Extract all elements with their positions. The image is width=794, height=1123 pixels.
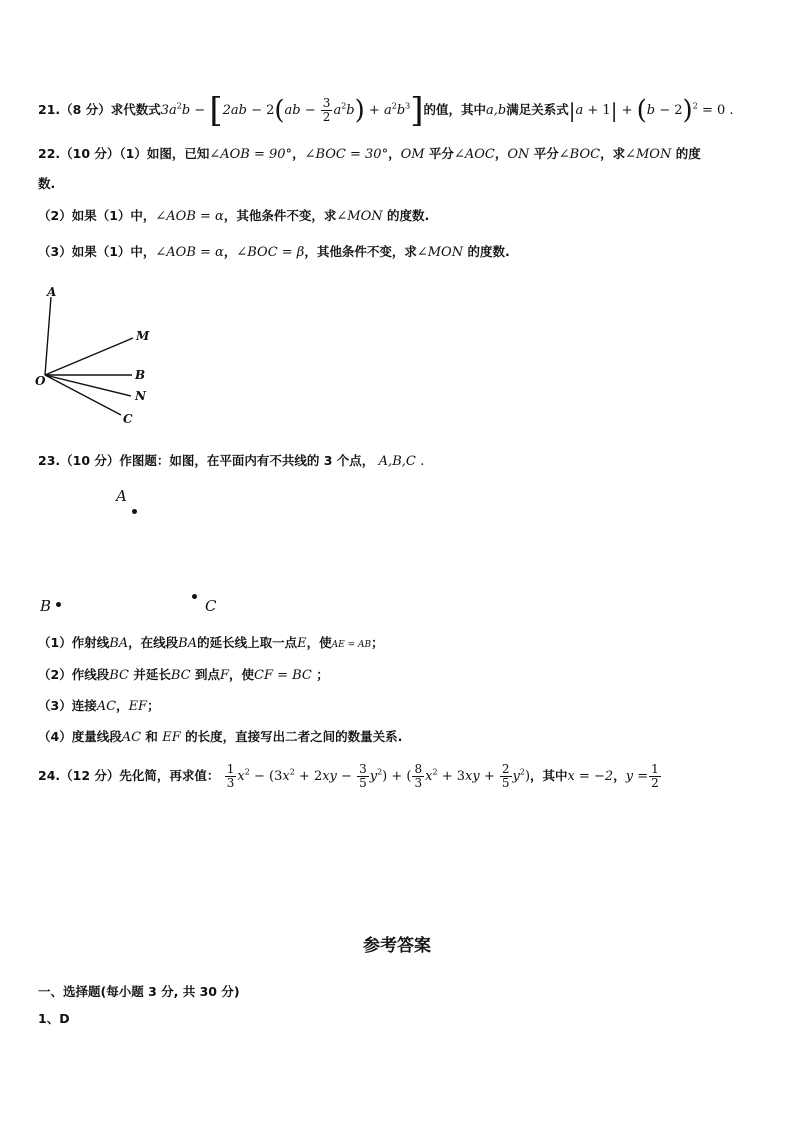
q23-step2 [38, 666, 329, 685]
q23-s1-end: ； [371, 635, 384, 650]
q23-s2-seg2: BC [170, 668, 191, 683]
label-o: O [35, 374, 46, 388]
q23-s3-a: AC [96, 699, 117, 714]
q22-bisect-2: 平分 [533, 146, 559, 161]
q23-period: . [420, 454, 425, 469]
q23-s3-head: （3）连接 [38, 698, 97, 713]
q23-score: （10 分）作图题：如图，在平面内有不共线的 3 个点， [60, 453, 375, 468]
q24-y: y = [625, 769, 649, 784]
q22-score: （10 分）（1）如图，已知 [60, 146, 210, 161]
label-a: A [47, 285, 57, 299]
q23-step3 [38, 697, 160, 716]
q22-boc: ∠BOC [558, 147, 601, 162]
q24-score: （12 分）先化简，再求值： [60, 768, 220, 783]
label-b: B [135, 368, 146, 382]
q22-part2 [38, 207, 429, 226]
q23-s2-mid: 并延长 [133, 667, 171, 682]
ray-om [45, 338, 133, 375]
q22-deg: 的度 [675, 146, 701, 161]
q21-cond: 满足关系式 [506, 102, 569, 117]
q23-s2-mid2: 到点 [194, 667, 220, 682]
q23-s1-ray: BA [109, 636, 129, 651]
q23-s4-and: 和 [145, 729, 158, 744]
q23-s2-f: F [219, 668, 229, 683]
q23-s3-end: ； [147, 698, 160, 713]
q23-number: 23. [38, 453, 61, 468]
q23-s1-head: （1）作射线 [38, 635, 110, 650]
answer-title: 参考答案 [363, 936, 431, 956]
q22-part3: （3）如果（1）中，∠AOB = α，∠BOC = β，其他条件不变，求∠MON 的度数. [38, 244, 510, 260]
q24-expression: $\frac{1}{3}$ $x^2 - (3x^2 + 2xy$ − $\frac{3}{5}$ $y^2$) + ( $\frac{8}{3}$ $x^2 + 3xy$ + $\frac{2}{5}$ $y^2$) [226, 762, 531, 790]
ray-oa [45, 297, 51, 375]
q21-end: = 0 . [701, 103, 734, 118]
angle-figure [35, 283, 205, 433]
q24-number: 24. [38, 768, 61, 783]
question-21 [38, 90, 734, 131]
answer-section: 一、选择题(每小题 3 分, 共 30 分) [38, 984, 240, 999]
q23-points: A,B,C [378, 454, 416, 469]
ray-oc [45, 375, 121, 415]
question-23 [38, 452, 424, 471]
q24-yval: $\frac{1}{2}$ [651, 762, 659, 790]
q21-expression: $3a^2b - [2ab - 2(ab$ − $\frac{3}{2}$ $a^2b) + a^2b^3$] [160, 90, 424, 131]
q22-p2-head: （2）如果（1）中， [38, 208, 156, 223]
q22-p2-tail: ，其他条件不变，求 [223, 208, 337, 223]
q24-where: ，其中 [530, 768, 568, 783]
q22-mon: ∠MON [625, 147, 672, 162]
q21-after: 的值，其中 [423, 102, 487, 117]
point-c-dot [192, 594, 197, 599]
q22-om: OM [400, 147, 425, 162]
q23-s2-end: ； [316, 667, 329, 682]
q22-p3-tail2: 的度数. [467, 244, 510, 259]
q23-s4-a: AC [121, 730, 142, 745]
q23-step1 [38, 634, 384, 654]
q23-s1-eq: AE = AB [331, 640, 372, 650]
q23-s1-e: E [297, 636, 307, 651]
q22-cond1: ∠AOB = 90° [209, 147, 293, 162]
q22-p2-cond: ∠AOB = α [155, 209, 224, 224]
label-m: M [136, 329, 150, 343]
q23-step4 [38, 728, 402, 747]
point-a-label: A [116, 487, 127, 505]
q22-aoc: ∠AOC [453, 147, 495, 162]
q22-p3-cond2: ∠BOC = β [236, 245, 305, 260]
q22-p2-tail2: 的度数. [386, 208, 430, 223]
q22-cond2: ∠BOC = 30° [304, 147, 389, 162]
q22-ask: ，求 [600, 146, 626, 161]
point-a-dot [132, 509, 137, 514]
point-c-label: C [205, 597, 217, 615]
q21-condition-expression: $|a + 1| + (b - 2)^2$ [568, 95, 698, 126]
q23-s4-b: EF [162, 730, 181, 745]
q22-number: 22. [38, 146, 61, 161]
q23-s1-mid3: ，使 [306, 635, 332, 650]
q22-p3-cond1: ∠AOB = α [155, 245, 224, 260]
q24-sep: ， [613, 768, 626, 783]
question-22: 22.（10 分）（1）如图，已知∠AOB = 90°，∠BOC = 30°，OM 平分∠AOC，ON 平分∠BOC，求∠MON 的度 [38, 146, 701, 162]
q21-score: （8 分）求代数式 [60, 102, 161, 117]
q21-number: 21. [38, 102, 61, 117]
q23-s3-b: EF [128, 699, 148, 714]
q23-s4-head: （4）度量线段 [38, 729, 122, 744]
q21-vars: a,b [486, 103, 507, 118]
q22-wrap: 数. [38, 176, 56, 191]
q22-p3-mon: ∠MON [416, 245, 464, 260]
q23-s1-seg: BA [178, 636, 198, 651]
q22-bisect-1: 平分 [428, 146, 454, 161]
point-b-label: B [40, 597, 52, 615]
label-c: C [123, 412, 133, 426]
q22-p3-tail: ，其他条件不变，求 [304, 244, 417, 259]
q23-s2-seg: BC [109, 668, 129, 683]
q23-s1-mid: ，在线段 [128, 635, 179, 650]
q23-s2-mid3: ，使 [228, 667, 254, 682]
q22-p3-head: （3）如果（1）中， [38, 244, 156, 259]
q23-s2-head: （2）作线段 [38, 667, 110, 682]
q23-s2-eq: CF = BC [254, 668, 312, 683]
point-b-dot [56, 602, 61, 607]
q24-xval: x = −2 [567, 769, 614, 784]
q23-s1-mid2: 的延长线上取一点 [197, 635, 298, 650]
ray-on [45, 375, 131, 396]
q22-on: ON [507, 147, 530, 162]
question-24 [38, 763, 662, 790]
label-n: N [135, 389, 146, 403]
q22-p2-mon: ∠MON [336, 209, 383, 224]
q23-s4-tail: 的长度，直接写出二者之间的数量关系. [185, 729, 403, 744]
q23-s3-sep: ， [116, 698, 129, 713]
answer-first: 1、D [38, 1011, 70, 1026]
